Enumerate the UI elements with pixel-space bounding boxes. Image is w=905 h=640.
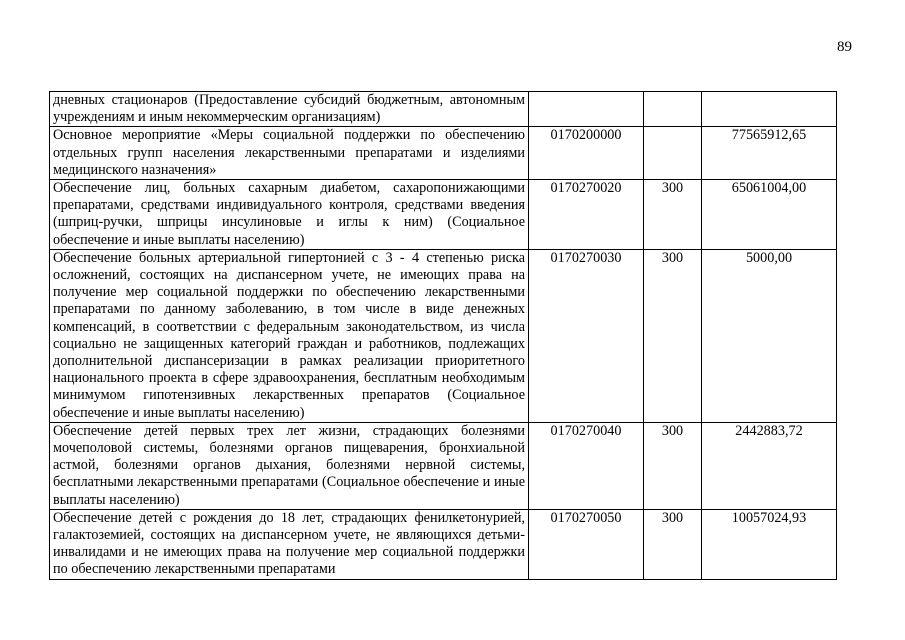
amount: 10057024,93 [702, 509, 837, 579]
expense-name: Обеспечение лиц, больных сахарным диабетом, сахаропонижающими препаратами, средствами индивидуального контроля, средствами введения (шприц-ручки, шприцы инсулиновые и иглы к ним) (Социальное обеспечение и иные выплаты населению) [50, 180, 529, 250]
expense-name: Обеспечение детей с рождения до 18 лет, страдающих фенилкетонурией, галактоземией, состоящих на диспансерном учете, не являющихся детьми-инвалидами и не имеющих права на получение мер социальной поддержки по обеспечению лекарственными препаратами [50, 509, 529, 579]
target-code: 0170270050 [529, 509, 644, 579]
page-number: 89 [837, 39, 852, 55]
table-row [50, 180, 837, 250]
amount: 5000,00 [702, 249, 837, 422]
target-code: 0170270030 [529, 249, 644, 422]
table-row [50, 422, 837, 509]
expense-type: 300 [644, 249, 702, 422]
amount: 2442883,72 [702, 422, 837, 509]
expense-name: Обеспечение детей первых трех лет жизни, страдающих болезнями мочеполовой системы, болезнями органов пищеварения, бронхиальной астмой, болезнями органов дыхания, болезнями нервной системы, бесплатными лекарственными препаратами (Социальное обеспечение и иные выплаты населению) [50, 422, 529, 509]
table-row [50, 127, 837, 180]
target-code: 0170270040 [529, 422, 644, 509]
table-row [50, 249, 837, 422]
expense-type [644, 127, 702, 180]
amount: 65061004,00 [702, 180, 837, 250]
expense-name: дневных стационаров (Предоставление субсидий бюджетным, автономным учреждениям и иным некоммерческим организациям) [50, 92, 529, 127]
amount [702, 92, 837, 127]
target-code: 0170200000 [529, 127, 644, 180]
table-row [50, 509, 837, 579]
target-code [529, 92, 644, 127]
table-row [50, 92, 837, 127]
expense-name: Основное мероприятие «Меры социальной поддержки по обеспечению отдельных групп населения лекарственными препаратами и изделиями медицинского назначения» [50, 127, 529, 180]
expense-type: 300 [644, 180, 702, 250]
expense-type: 300 [644, 422, 702, 509]
expense-type: 300 [644, 509, 702, 579]
budget-table [49, 91, 837, 580]
amount: 77565912,65 [702, 127, 837, 180]
expense-name: Обеспечение больных артериальной гипертонией с 3 - 4 степенью риска осложнений, состоящих на диспансерном учете, не имеющих права на получение мер социальной поддержки по обеспечению лекарственными препаратами по данному заболеванию, в том числе в виде денежных компенсаций, в соответствии с федеральным законодательством, из числа социально не защищенных категорий граждан и работников, подлежащих дополнительной диспансеризации в рамках реализации приоритетного национального проекта в сфере здравоохранения, бесплатным необходимым минимумом гипотензивных лекарственных препаратов (Социальное обеспечение и иные выплаты населению) [50, 249, 529, 422]
expense-type [644, 92, 702, 127]
target-code: 0170270020 [529, 180, 644, 250]
